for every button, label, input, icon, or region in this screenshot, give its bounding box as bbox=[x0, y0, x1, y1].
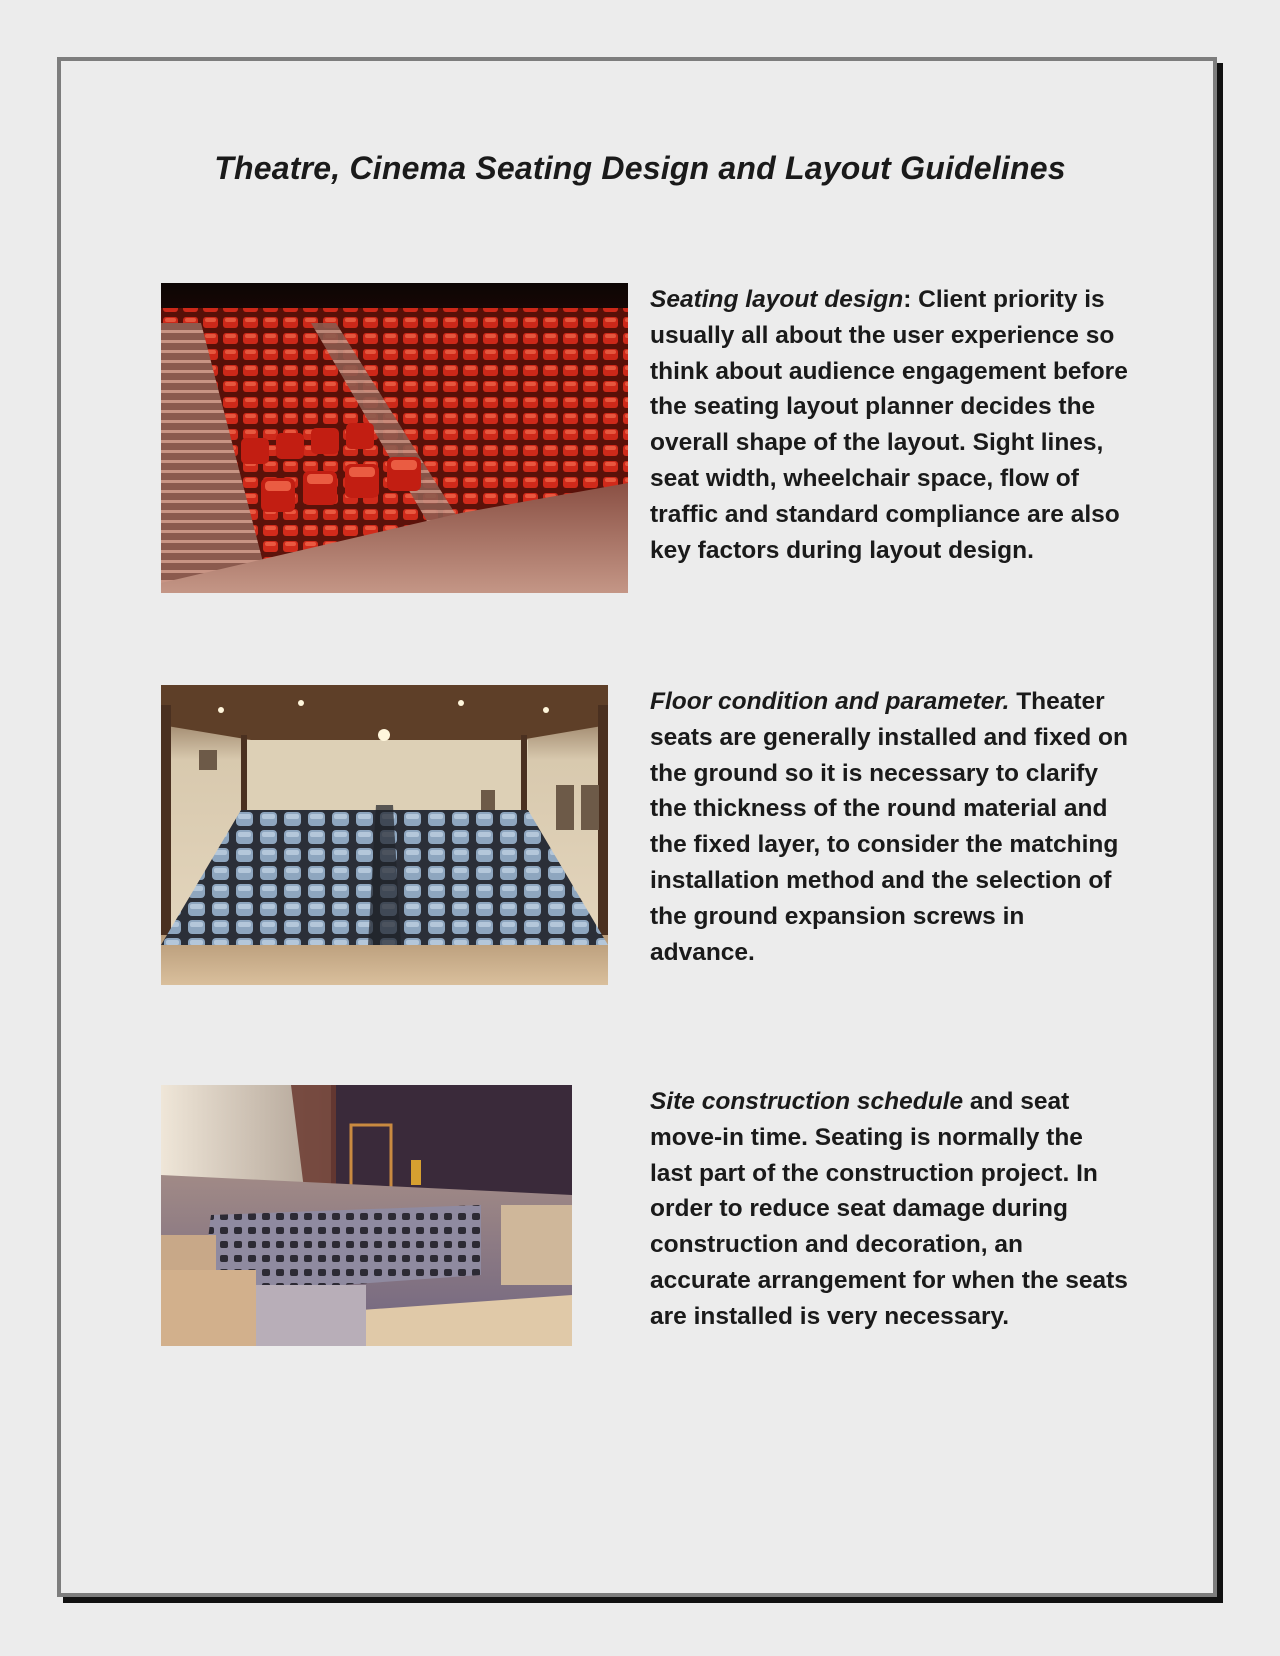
section-seating-layout-lead: Seating layout design bbox=[650, 286, 904, 313]
section-floor-condition-body: Theater seats are generally installed and fixed on the ground so it is necessary to clarify the thickness of the round material and the fixed layer, to consider the matching installation method and the selection of the ground expansion screws in advance. bbox=[650, 688, 1128, 966]
section-construction-schedule-lead: Site construction schedule bbox=[650, 1088, 964, 1115]
document-title: Theatre, Cinema Seating Design and Layout Guidelines bbox=[214, 150, 1066, 186]
section-floor-condition-lead: Floor condition and parameter. bbox=[650, 688, 1010, 715]
construction-site-seats-photo bbox=[161, 1085, 572, 1346]
red-theatre-seats-photo bbox=[161, 283, 628, 593]
section-floor-condition bbox=[650, 684, 1130, 970]
blue-auditorium-seats-photo bbox=[161, 685, 608, 985]
section-construction-schedule-body: and seat move-in time. Seating is normally the last part of the construction project. In order to reduce seat damage during construction and decoration, an accurate arrangement for when the seats are installed is very necessary. bbox=[650, 1088, 1128, 1330]
section-construction-schedule bbox=[650, 1084, 1130, 1335]
section-seating-layout bbox=[650, 282, 1130, 568]
section-seating-layout-body: : Client priority is usually all about the user experience so think about audience engagement before the seating layout planner decides the overall shape of the layout. Sight lines, seat width, wheelchair space, flow of traffic and standard compliance are also key factors during layout design. bbox=[650, 286, 1128, 564]
